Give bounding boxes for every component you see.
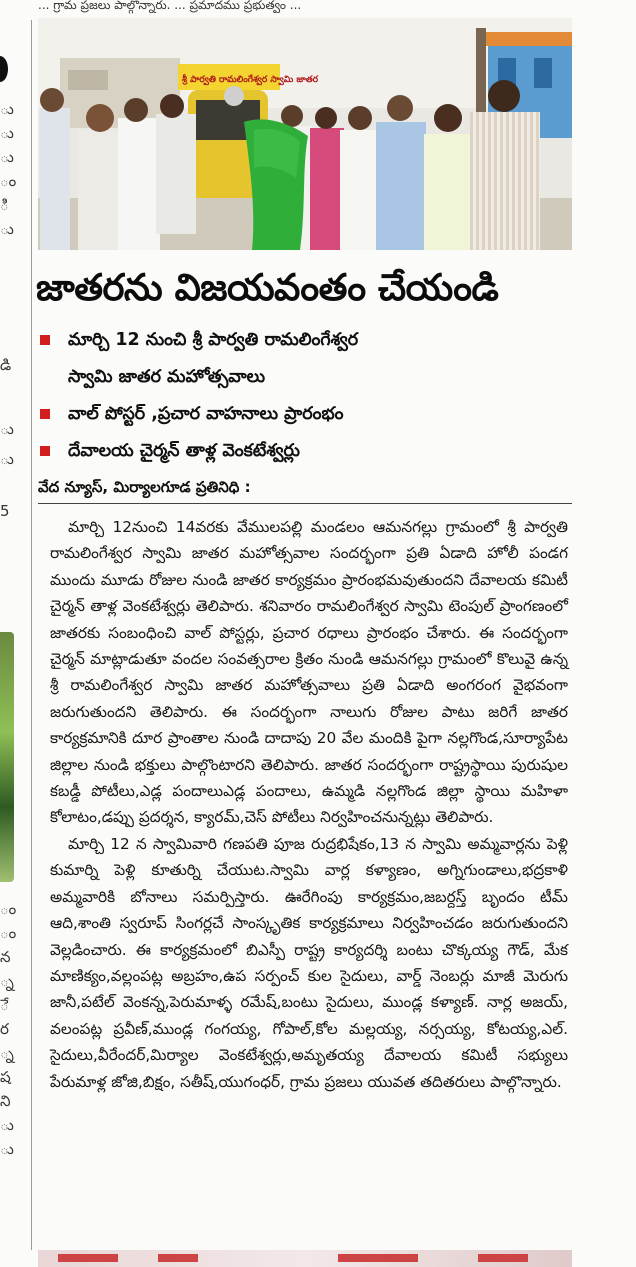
gutter-fragment: ు	[0, 1116, 14, 1134]
gutter-fragment: ం	[0, 900, 17, 918]
gutter-fragment: ు	[0, 148, 14, 166]
bullet-square-icon	[40, 409, 50, 419]
adjacent-column-dot	[0, 56, 8, 82]
article-photo	[38, 18, 572, 250]
bullet-item	[38, 396, 568, 433]
article-headline: జాతరను విజయవంతం చేయండి	[36, 266, 499, 309]
gutter-fragment: ని	[0, 1092, 11, 1110]
gutter-fragment: ే	[0, 996, 9, 1014]
gutter-fragment: ు	[0, 100, 14, 118]
gutter-fragment: ు	[0, 124, 14, 142]
gutter-fragment: ు	[0, 1140, 14, 1158]
fragment-mark	[58, 1254, 118, 1262]
bullet-text: స్వామి జాతర మహోత్సవాలు	[68, 367, 266, 387]
next-article-fragment	[38, 1250, 572, 1267]
article-paragraph: మార్చి 12నుంచి 14వరకు వేములపల్లి మండలం ఆమనగల్లు గ్రామంలో శ్రీ పార్వతి రామలింగేశ్వర స్వామి జాతర మహోత్సవాల సందర్భంగా ప్రతి ఏడాది హోలీ పండగ ముందు మూడు రోజుల నుండి జాతర కార్యక్రమం ప్రారంభమవుతుందని దేవాలయ కమిటీ చైర్మన్ తాళ్ల వెంకటేశ్వర్లు తెలిపారు. శనివారం రామలింగేశ్వర స్వామి టెంపుల్ ప్రాంగణంలో జాతరకు సంబంధించి వాల్ పోస్టర్లు, ప్రచార రధాలు ప్రారంభం చేశారు. ఈ సందర్భంగా చైర్మన్ మాట్లాడుతూ వందల సంవత్సరాల క్రితం నుండి ఆమనగల్లు గ్రామంలో కొలువై ఉన్న శ్రీ రామలింగేశ్వర స్వామి జాతర మహోత్సవాలు ప్రతి ఏడాది అంగరంగ వైభవంగా జరుగుతుందని తెలిపారు. ఈ సందర్భంగా నాలుగు రోజుల పాటు జరిగే జాతర కార్యక్రమానికి దూర ప్రాంతాల నుండి దాదాపు 20 వేల మందికి పైగా నల్లగొండ,సూర్యాపేట జిల్లాల నుండి భక్తులు పాల్గొంటారని తెలిపారు. జాతర సందర్భంగా రాష్ట్రస్థాయి పురుషుల కబడ్డీ పోటీలు,ఎడ్ల పందాలుఎడ్ల పందాలు, ఉమ్మడి నల్లగొండ జిల్లా స్థాయి మహిళా కోలాటం,డప్పు ప్రదర్శన, క్యారమ్,చెస్ పోటీలు నిర్వహించనున్నట్లు తెలిపారు.	[50, 518, 568, 827]
bullet-square-icon	[40, 446, 50, 456]
fragment-mark	[478, 1254, 528, 1262]
bullet-item	[38, 433, 568, 470]
byline-divider	[38, 503, 572, 504]
article-paragraph: మార్చి 12 న స్వామివారి గణపతి పూజ రుద్రభిషేకం,13 న స్వామి అమ్మవార్లను పెళ్లి కుమార్ని పెళ్లి కూతుర్ని చేయుట.స్వామి వార్ల కళ్యాణం, అగ్నిగుండాలు,భద్రకాళి అమ్మవారికి బోనాలు సమర్పిస్తారు. ఊరేగింపు కార్యక్రమం,జబర్దస్త్ బృందం టీమ్ ఆది,శాంతి స్వరూప్ సింగర్లచే సాంస్కృతిక కార్యక్రమాలు నిర్వహించడం జరుగుతుందని వెల్లడించారు. ఈ కార్యక్రమంలో బిఎస్పీ రాష్ట్ర కార్యదర్శి బంటు చొక్కయ్య గౌడ్, మేక మాణిక్యం,వల్లంపట్ల అబ్రహం,ఉప సర్పంచ్ కుల సైదులు, వార్డ్ నెంబర్లు మాజీ మెరుగు జానీ,పటేల్ వెంకన్న,పెరుమాళ్ళ రమేష్,బంటు సైదులు, ముండ్ల కళ్యాణ్. నార్ల అజయ్, వలంపట్ల ప్రవీణ్,ముండ్ల గంగయ్య, గోపాల్,కోల మల్లయ్య, నర్సయ్య, కోటయ్య,ఎల్. సైదులు,వీరేందర్,మిర్యాల వెంకటేశ్వర్లు,అమృతయ్య దేవాలయ కమిటీ సభ్యులు పేరుమాళ్ల జోజి,బిక్షం, సతీష్,యుగంధర్, గ్రామ ప్రజలు యువత తదితరులు పాల్గొన్నారు.	[50, 834, 568, 1091]
gutter-fragment: డి	[0, 356, 12, 374]
gutter-fragment: ి	[0, 196, 9, 214]
bullet-text: మార్చి 12 నుంచి శ్రీ పార్వతి రామలింగేశ్వర	[68, 330, 359, 350]
summary-bullets	[38, 322, 568, 470]
fragment-mark	[158, 1254, 198, 1262]
bullet-text: వాల్ పోస్టర్ ,ప్రచార వాహనాలు ప్రారంభం	[68, 404, 344, 424]
gutter-fragment: 5	[0, 502, 10, 520]
gutter-fragment: ్న	[0, 972, 14, 990]
previous-article-fragment: ... గ్రామ ప్రజలు పాల్గొన్నారు. ... ప్రమాదము ప్రభుత్వం ...	[38, 0, 302, 12]
bullet-item-continuation	[38, 359, 568, 396]
gutter-fragment: ం	[0, 924, 17, 942]
gutter-fragment: ర	[0, 1020, 9, 1038]
adjacent-column-fragment	[0, 20, 24, 1267]
banner-text: శ్రీ పార్వతి రామలింగేశ్వర స్వామి జాతర	[182, 75, 319, 85]
article-byline: వేద న్యూస్, మిర్యాలగూడ ప్రతినిధి :	[38, 478, 251, 496]
fragment-mark	[338, 1254, 418, 1262]
gutter-fragment: ష	[0, 1068, 11, 1086]
article-body	[50, 514, 568, 1095]
adjacent-photo-fragment	[0, 632, 14, 882]
bullet-text: దేవాలయ చైర్మన్ తాళ్ల వెంకటేశ్వర్లు	[68, 441, 300, 461]
column-divider	[31, 20, 32, 1250]
gutter-fragment: ు	[0, 420, 14, 438]
bullet-item	[38, 322, 568, 359]
gutter-fragment: ్న	[0, 1044, 14, 1062]
gutter-fragment: ు	[0, 220, 14, 238]
gutter-fragment: ు	[0, 450, 14, 468]
gutter-fragment: న	[0, 948, 11, 966]
gutter-fragment: ం	[0, 172, 17, 190]
bullet-square-icon	[40, 335, 50, 345]
